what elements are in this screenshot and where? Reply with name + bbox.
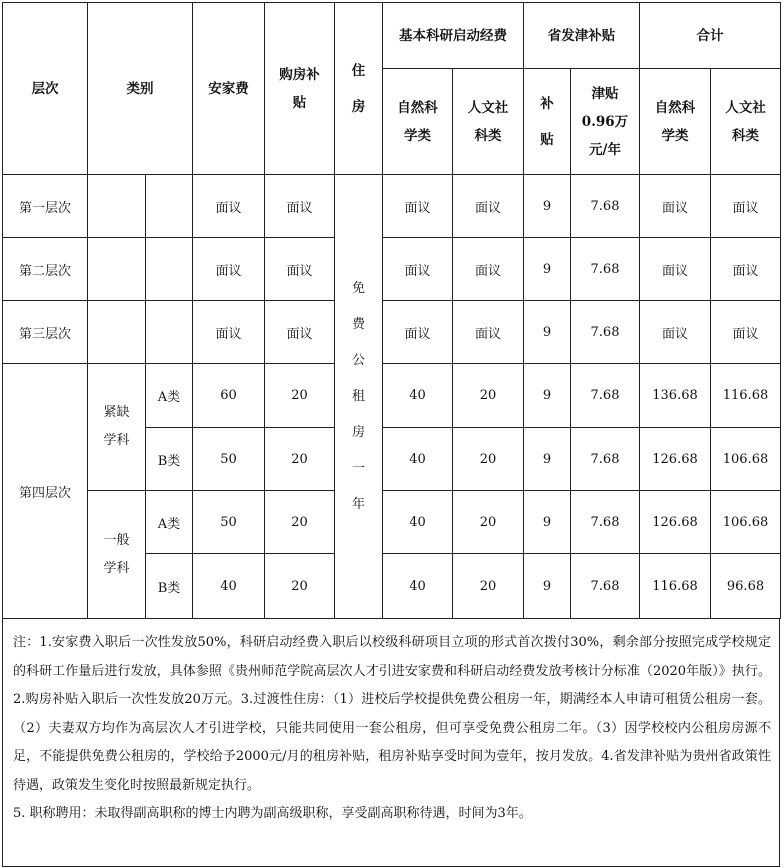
settle-fee-cell: 40 bbox=[193, 554, 265, 619]
startup-natural-cell: 40 bbox=[383, 364, 453, 428]
general-discipline-cell: 一般学科 bbox=[88, 491, 146, 619]
province-subsidy-header: 省发津补贴 bbox=[524, 3, 640, 69]
startup-natural-cell: 面议 bbox=[383, 301, 453, 364]
total-humanities-cell: 106.68 bbox=[711, 491, 781, 554]
subcategory-cell bbox=[146, 301, 193, 364]
housing-header: 住房 bbox=[335, 3, 383, 175]
housing-subsidy-cell: 20 bbox=[265, 364, 335, 428]
province-allowance-cell: 7.68 bbox=[571, 175, 640, 238]
startup-natural-cell: 40 bbox=[383, 491, 453, 554]
startup-humanities-cell: 20 bbox=[453, 554, 524, 619]
startup-natural-cell: 面议 bbox=[383, 238, 453, 301]
province-allowance-cell: 7.68 bbox=[571, 301, 640, 364]
startup-fund-header: 基本科研启动经费 bbox=[383, 3, 524, 69]
startup-humanities-cell: 20 bbox=[453, 491, 524, 554]
settle-fee-header: 安家费 bbox=[193, 3, 265, 175]
category-cell bbox=[88, 175, 146, 238]
settle-fee-cell: 面议 bbox=[193, 238, 265, 301]
document bbox=[2, 2, 780, 864]
province-allowance-cell: 7.68 bbox=[571, 364, 640, 428]
subcategory-cell bbox=[146, 175, 193, 238]
table-row bbox=[3, 491, 781, 554]
housing-subsidy-cell: 20 bbox=[265, 554, 335, 619]
tier4-level-cell: 第四层次 bbox=[3, 364, 88, 619]
level-cell: 第二层次 bbox=[3, 238, 88, 301]
startup-natural-cell: 面议 bbox=[383, 175, 453, 238]
startup-natural-cell: 40 bbox=[383, 554, 453, 619]
startup-humanities-cell: 面议 bbox=[453, 175, 524, 238]
subcategory-cell: A类 bbox=[146, 491, 193, 554]
province-bu-cell: 9 bbox=[524, 301, 571, 364]
table-row bbox=[3, 301, 781, 364]
total-humanities-cell: 106.68 bbox=[711, 428, 781, 491]
total-humanities-cell: 96.68 bbox=[711, 554, 781, 619]
total-humanities-header: 人文社科类 bbox=[711, 69, 781, 175]
housing-subsidy-cell: 20 bbox=[265, 491, 335, 554]
province-bu-cell: 9 bbox=[524, 428, 571, 491]
settle-fee-cell: 面议 bbox=[193, 175, 265, 238]
notes-paragraph-2: 5. 职称聘用：未取得副高职称的博士内聘为副高级职称，享受副高职称待遇，时间为3年。 bbox=[13, 806, 532, 821]
housing-subsidy-cell: 面议 bbox=[265, 175, 335, 238]
notes-section bbox=[2, 619, 780, 867]
housing-subsidy-header: 购房补贴 bbox=[265, 3, 335, 175]
province-allowance-cell: 7.68 bbox=[571, 238, 640, 301]
province-bu-header: 补贴 bbox=[524, 69, 571, 175]
startup-humanities-cell: 20 bbox=[453, 428, 524, 491]
startup-natural-header: 自然科学类 bbox=[383, 69, 453, 175]
province-allowance-header: 津贴0.96万元/年 bbox=[571, 69, 640, 175]
subcategory-cell: B类 bbox=[146, 428, 193, 491]
settle-fee-cell: 面议 bbox=[193, 301, 265, 364]
settle-fee-cell: 60 bbox=[193, 364, 265, 428]
settle-fee-cell: 50 bbox=[193, 491, 265, 554]
level-cell: 第一层次 bbox=[3, 175, 88, 238]
housing-subsidy-cell: 面议 bbox=[265, 238, 335, 301]
level-cell: 第三层次 bbox=[3, 301, 88, 364]
housing-subsidy-cell: 面议 bbox=[265, 301, 335, 364]
talent-benefits-table bbox=[2, 2, 781, 619]
category-cell bbox=[88, 238, 146, 301]
province-bu-cell: 9 bbox=[524, 491, 571, 554]
province-bu-cell: 9 bbox=[524, 554, 571, 619]
table-row bbox=[3, 175, 781, 238]
total-humanities-cell: 面议 bbox=[711, 238, 781, 301]
table-row bbox=[3, 238, 781, 301]
level-header: 层次 bbox=[3, 3, 88, 175]
startup-natural-cell: 40 bbox=[383, 428, 453, 491]
total-natural-cell: 116.68 bbox=[640, 554, 711, 619]
startup-humanities-cell: 20 bbox=[453, 364, 524, 428]
province-bu-cell: 9 bbox=[524, 175, 571, 238]
notes-paragraph-1: 注：1.安家费入职后一次性发放50%，科研启动经费入职后以校级科研项目立项的形式首次拨付30%，剩余部分按照完成学校规定的科研工作量后进行发放，具体参照《贵州师范学院高层次人才引进安家费和科研启动经费发放考核计分标准（2020年版）》执行。2.购房补贴入职后一次性发放20万元。3.过渡性住房：（1）进校后学校提供免费公租房一年，期满经本人申请可租赁公租房一套。（2）夫妻双方均作为高层次人才引进学校，只能共同使用一套公租房，但可享受免费公租房二年。（3）因学校校内公租房房源不足，不能提供免费公租房的，学校给予2000元/月的租房补贴，租房补贴享受时间为壹年，按月发放。4.省发津补贴为贵州省政策性待遇，政策发生变化时按照最新规定执行。 bbox=[13, 635, 771, 793]
startup-humanities-header: 人文社科类 bbox=[453, 69, 524, 175]
total-humanities-cell: 116.68 bbox=[711, 364, 781, 428]
total-humanities-cell: 面议 bbox=[711, 175, 781, 238]
total-natural-cell: 面议 bbox=[640, 238, 711, 301]
total-natural-cell: 126.68 bbox=[640, 428, 711, 491]
province-allowance-cell: 7.68 bbox=[571, 428, 640, 491]
startup-humanities-cell: 面议 bbox=[453, 301, 524, 364]
province-bu-cell: 9 bbox=[524, 238, 571, 301]
category-header: 类别 bbox=[88, 3, 193, 175]
total-humanities-cell: 面议 bbox=[711, 301, 781, 364]
province-allowance-cell: 7.68 bbox=[571, 491, 640, 554]
total-natural-header: 自然科学类 bbox=[640, 69, 711, 175]
scarce-discipline-cell: 紧缺学科 bbox=[88, 364, 146, 491]
subcategory-cell bbox=[146, 238, 193, 301]
province-allowance-cell: 7.68 bbox=[571, 554, 640, 619]
housing-cell: 免费公租房一年 bbox=[335, 175, 383, 619]
province-bu-cell: 9 bbox=[524, 364, 571, 428]
startup-humanities-cell: 面议 bbox=[453, 238, 524, 301]
total-natural-cell: 面议 bbox=[640, 175, 711, 238]
table-row bbox=[3, 364, 781, 428]
subcategory-cell: B类 bbox=[146, 554, 193, 619]
total-natural-cell: 136.68 bbox=[640, 364, 711, 428]
category-cell bbox=[88, 301, 146, 364]
settle-fee-cell: 50 bbox=[193, 428, 265, 491]
total-header: 合计 bbox=[640, 3, 781, 69]
subcategory-cell: A类 bbox=[146, 364, 193, 428]
header-row-1 bbox=[3, 3, 781, 69]
total-natural-cell: 126.68 bbox=[640, 491, 711, 554]
housing-subsidy-cell: 20 bbox=[265, 428, 335, 491]
total-natural-cell: 面议 bbox=[640, 301, 711, 364]
